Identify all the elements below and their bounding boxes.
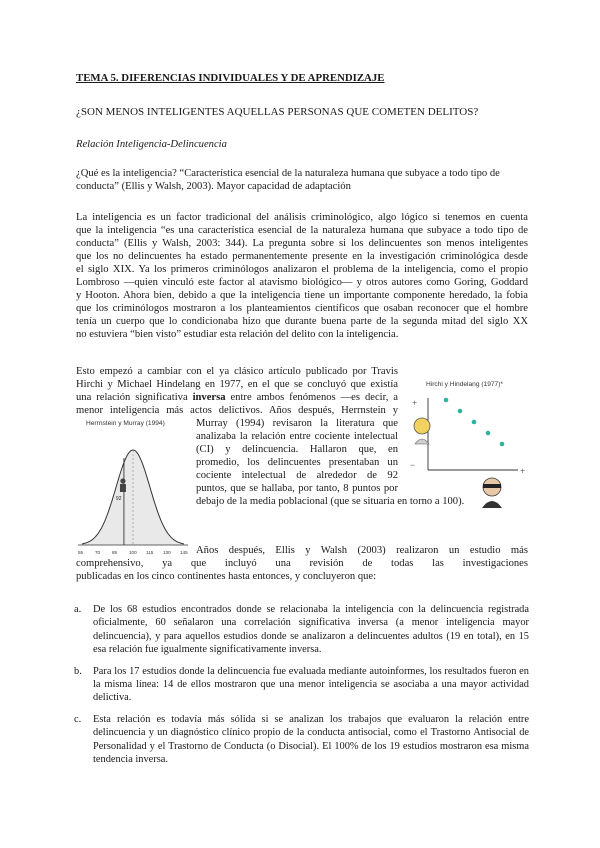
scatter-point (458, 409, 463, 414)
scatter-figure (406, 390, 531, 520)
para1-line: que los no delincuentes ha estado permanentemente presente en la investigación criminológica desde (76, 251, 528, 262)
axis-minus: − (410, 460, 416, 470)
tick-label: 85 (112, 550, 118, 555)
value-label: 92 (115, 496, 122, 502)
para2-line: debajo de la media poblacional (que se situaría en torno a 100). (196, 496, 465, 507)
figure-right-caption: Hirchi y Hindelang (1977)* (426, 381, 503, 388)
findings-list (76, 603, 529, 774)
para3-line: comprehensivo, ya que incluyó una revisión de todas las investigaciones (76, 558, 528, 569)
para1-line: y Hooton. Ahora bien, debido a que la inteligencia tiene un importante componente heredado, la fobia (76, 290, 528, 301)
list-item (76, 603, 529, 657)
intro-line-1: ¿Qué es la inteligencia? “Característica esencial de la naturaleza humana que subyace a todo tipo de (76, 168, 500, 179)
list-item-text: Para los 17 estudios donde la delincuencia fue evaluada mediante autoinformes, los resultados fueron en la misma línea: 14 de ellos mostraron que una menor inteligencia se asociaba a una mayor actividad delictiva. (93, 665, 529, 704)
list-marker: b. (74, 665, 82, 677)
figure-left-caption: Herrnstein y Murray (1994) (86, 420, 165, 427)
para1-line: conducta” (Ellis y Walsh, 2003: 344). La pregunta sobre si los delincuentes son menos inteligentes (76, 238, 528, 249)
para3-line: Años después, Ellis y Walsh (2003) realizaron un estudio más (196, 545, 528, 556)
para2-line: cociente intelectual de alrededor de 92 (196, 470, 398, 481)
list-item (76, 713, 529, 767)
main-question: ¿SON MENOS INTELIGENTES AQUELLAS PERSONAS QUE COMETEN DELITOS? (76, 106, 479, 118)
scatter-point (444, 398, 449, 403)
tick-label: 130 (163, 550, 171, 555)
list-item-text: De los 68 estudios encontrados donde se relacionaba la inteligencia con la delincuencia registrada oficialmente, 60 señalaron una correlación significativa inversa (a menor inteligencia mayor delincuencia), y para aquellos estudios donde se analizaron a delincuentes adultos (19 en total), en 15 esa relación fue igualmente significativamente inversa. (93, 604, 529, 656)
axis-plus-top: + (412, 398, 418, 408)
para2-line: Esto empezó a cambiar con el ya clásico artículo publicado por Travis (76, 366, 398, 377)
para1-line: que los criminólogos mostraron a los planteamientos científicos que osaban reconocer que el hombre (76, 303, 528, 314)
tick-labels (78, 550, 188, 555)
tick-label: 145 (180, 550, 188, 555)
axis-plus-right: + (520, 466, 526, 476)
para2-text: una relación significativa (76, 392, 193, 403)
para1-line: que la inteligencia “es una característica esencial de la naturaleza humana que subyace a todo tipo de (76, 225, 528, 236)
para2-line: Murray (1994) revisaron la literatura que (196, 418, 398, 429)
list-marker: a. (74, 604, 82, 615)
emphasis-inversa: inversa (192, 392, 226, 403)
tick-label: 100 (129, 550, 137, 555)
list-item (76, 665, 529, 705)
para2-line: menor inteligencia más actos delictivos. Años después, Herrnstein y (76, 405, 398, 416)
para2-text: entre ambos fenómenos —es decir, a (225, 392, 398, 403)
para3-line: publicadas en los cinco continentes hasta entonces, y concluyeron que: (76, 571, 377, 582)
tick-label: 115 (146, 550, 154, 555)
list-item-text: Esta relación es todavía más sólida si se analizan los trabajos que evaluaron la relación entre delincuencia y un diagnóstico clínico propio de la conducta antisocial, como el Trastorno Antisocial de Personalidad y el Trastorno de Conducta (o Disocial). El 100% de los 19 estudios mostraron esa misma tendencia inversa. (93, 713, 529, 766)
para1-line: Lombroso —quien vinculó este factor al atavismo biológico— y otros autores como Goring, Goddard (76, 277, 528, 288)
para1-line: el siglo XIX. Ya los primeros criminólogos analizaron el problema de la inteligencia, como el propio (76, 264, 528, 275)
page-title: TEMA 5. DIFERENCIAS INDIVIDUALES Y DE APRENDIZAJE (76, 72, 385, 84)
scatter-point (486, 431, 491, 436)
scatter-point (472, 420, 477, 425)
para1-line: tenía un cuerpo que lo condicionaba hizo que durante buena parte de la segunda mitad del siglo XX (76, 316, 528, 327)
para2-line: analizaba la relación entre cociente intelectual (196, 431, 398, 442)
tick-label: 70 (95, 550, 101, 555)
scatter-points (444, 398, 505, 447)
thief-icon (482, 478, 502, 508)
para2-line: Hirchi y Michael Hindelang en 1977, en el que se concluyó que existía (76, 379, 398, 390)
section-subtitle: Relación Inteligencia-Delincuencia (76, 139, 227, 150)
normal-curve-figure (74, 430, 192, 560)
person-icon (120, 478, 126, 492)
para2-line: puntos, que se hallaba, por tanto, 8 puntos por (196, 483, 398, 494)
scatter-point (500, 442, 505, 447)
para2-line (76, 391, 398, 404)
para1-line: no estuviera “bien visto” estudiar esta relación del delito con la inteligencia. (76, 329, 399, 340)
para2-line: promedio, los delincuentes presentaban un (196, 457, 398, 468)
list-marker: c. (74, 713, 82, 725)
intro-line-2: conducta” (Ellis y Walsh, 2003). Mayor capacidad de adaptación (76, 181, 351, 192)
para1-line: La inteligencia es un factor tradicional del análisis criminológico, algo lógico si tenemos en cuenta (76, 212, 528, 223)
tick-label: 55 (78, 550, 84, 555)
para2-line: (CI) y delincuencia. Hallaron que, en (196, 444, 398, 455)
